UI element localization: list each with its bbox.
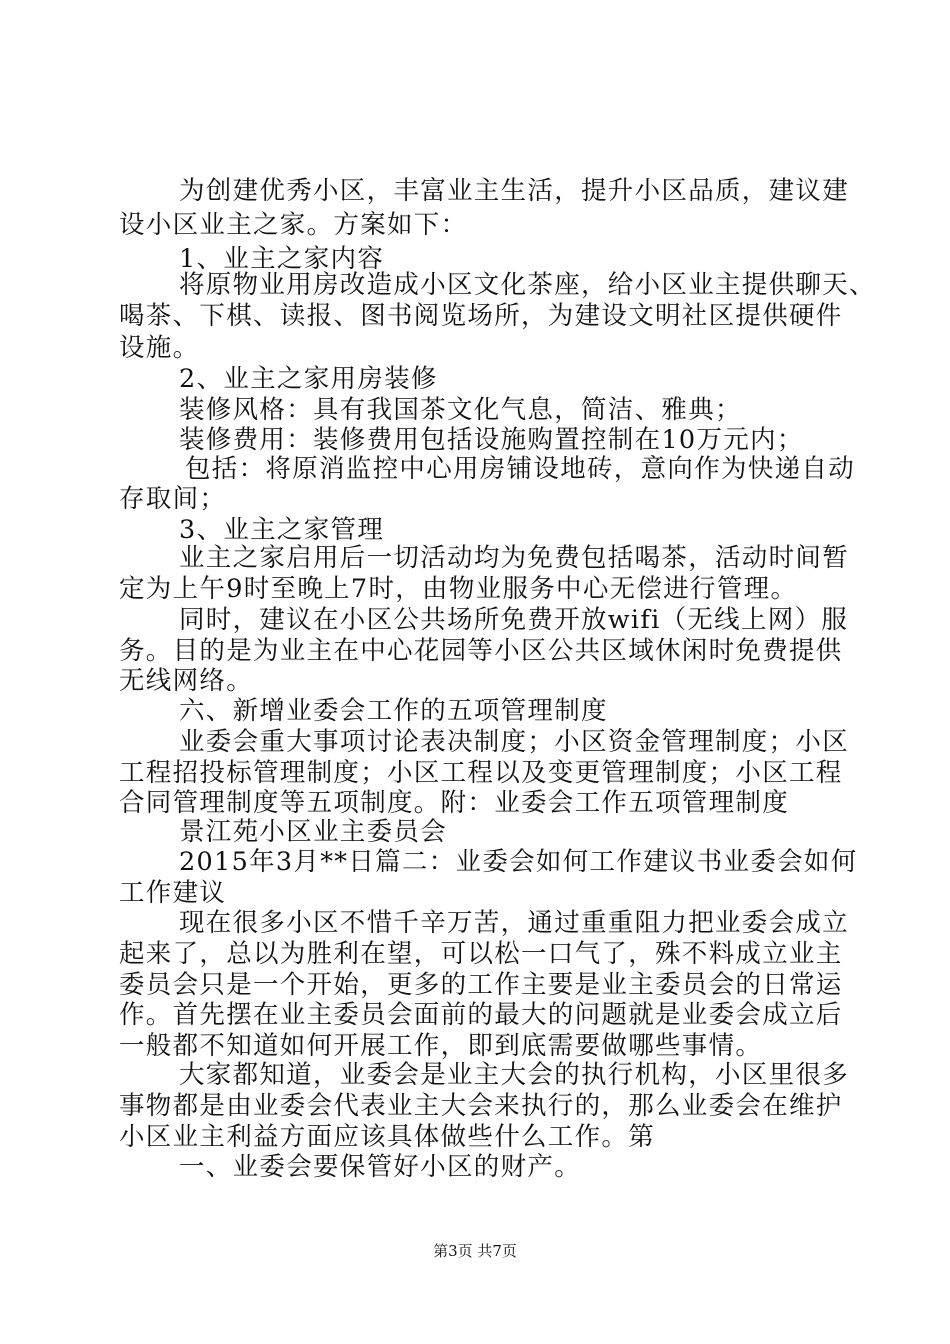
body-line: 工程招投标管理制度；小区工程以及变更管理制度；小区工程: [119, 758, 843, 788]
body-line: 务。目的是为业主在中心花园等小区公共区域休闲时免费提供: [119, 636, 843, 666]
body-line: 小区业主利益方面应该具体做些什么工作。第: [119, 1122, 656, 1152]
body-line: 业委会重大事项讨论表决制度；小区资金管理制度；小区: [179, 727, 850, 757]
body-line: 作。首先摆在业主委员会面前的最大的问题就是业委会成立后: [119, 1000, 843, 1030]
body-line: 一般都不知道如何开展工作，即到底需要做哪些事情。: [119, 1031, 763, 1061]
body-line: 无线网络。: [119, 666, 254, 696]
body-line: 包括：将原消监控中心用房铺设地砖，意向作为快递自动: [185, 454, 856, 484]
body-line: 合同管理制度等五项制度。附：业委会工作五项管理制度: [119, 788, 790, 818]
page-footer: 第3页 共7页: [433, 1242, 517, 1260]
body-line: 为创建优秀小区，丰富业主生活，提升小区品质，建议建: [179, 176, 850, 206]
body-line: 事物都是由业委会代表业主大会来执行的，那么业委会在维护: [119, 1091, 843, 1121]
body-line: 将原物业用房改造成小区文化茶座，给小区业主提供聊天、: [179, 270, 876, 300]
body-line: 工作建议: [119, 878, 227, 908]
body-line: 业主之家启用后一切活动均为免费包括喝茶，活动时间暂: [179, 543, 850, 573]
section-heading: 2、业主之家用房装修: [179, 364, 438, 394]
body-line: 存取间；: [119, 484, 227, 514]
body-line: 委员会只是一个开始，更多的工作主要是业主委员会的日常运: [119, 970, 843, 1000]
section-heading: 六、新增业委会工作的五项管理制度: [179, 696, 608, 726]
body-line: 同时，建议在小区公共场所免费开放wifi（无线上网）服: [179, 605, 849, 635]
body-line: 装修风格：具有我国茶文化气息，简洁、雅典；: [179, 395, 742, 425]
signature-line: 景江苑小区业主委员会: [179, 817, 448, 847]
body-line: 起来了，总以为胜利在望，可以松一口气了，殊不料成立业主: [119, 939, 843, 969]
body-line: 装修费用：装修费用包括设施购置控制在10万元内；: [179, 425, 804, 455]
body-line: 设施。: [119, 333, 200, 363]
body-line: 喝茶、下棋、读报、图书阅览场所，为建设文明社区提供硬件: [119, 301, 843, 331]
section-heading: 3、业主之家管理: [179, 515, 385, 545]
section-heading: 一、业委会要保管好小区的财产。: [179, 1152, 582, 1182]
body-line: 设小区业主之家。方案如下：: [119, 210, 468, 240]
body-line: 定为上午9时至晚上7时，由物业服务中心无偿进行管理。: [119, 574, 798, 604]
section-heading: 1、业主之家内容: [179, 244, 385, 274]
body-line: 大家都知道，业委会是业主大会的执行机构，小区里很多: [179, 1060, 850, 1090]
date-title-line: 2015年3月**日篇二：业委会如何工作建议书业委会如何: [179, 847, 858, 877]
body-line: 现在很多小区不惜千辛万苦，通过重重阻力把业委会成立: [179, 908, 850, 938]
